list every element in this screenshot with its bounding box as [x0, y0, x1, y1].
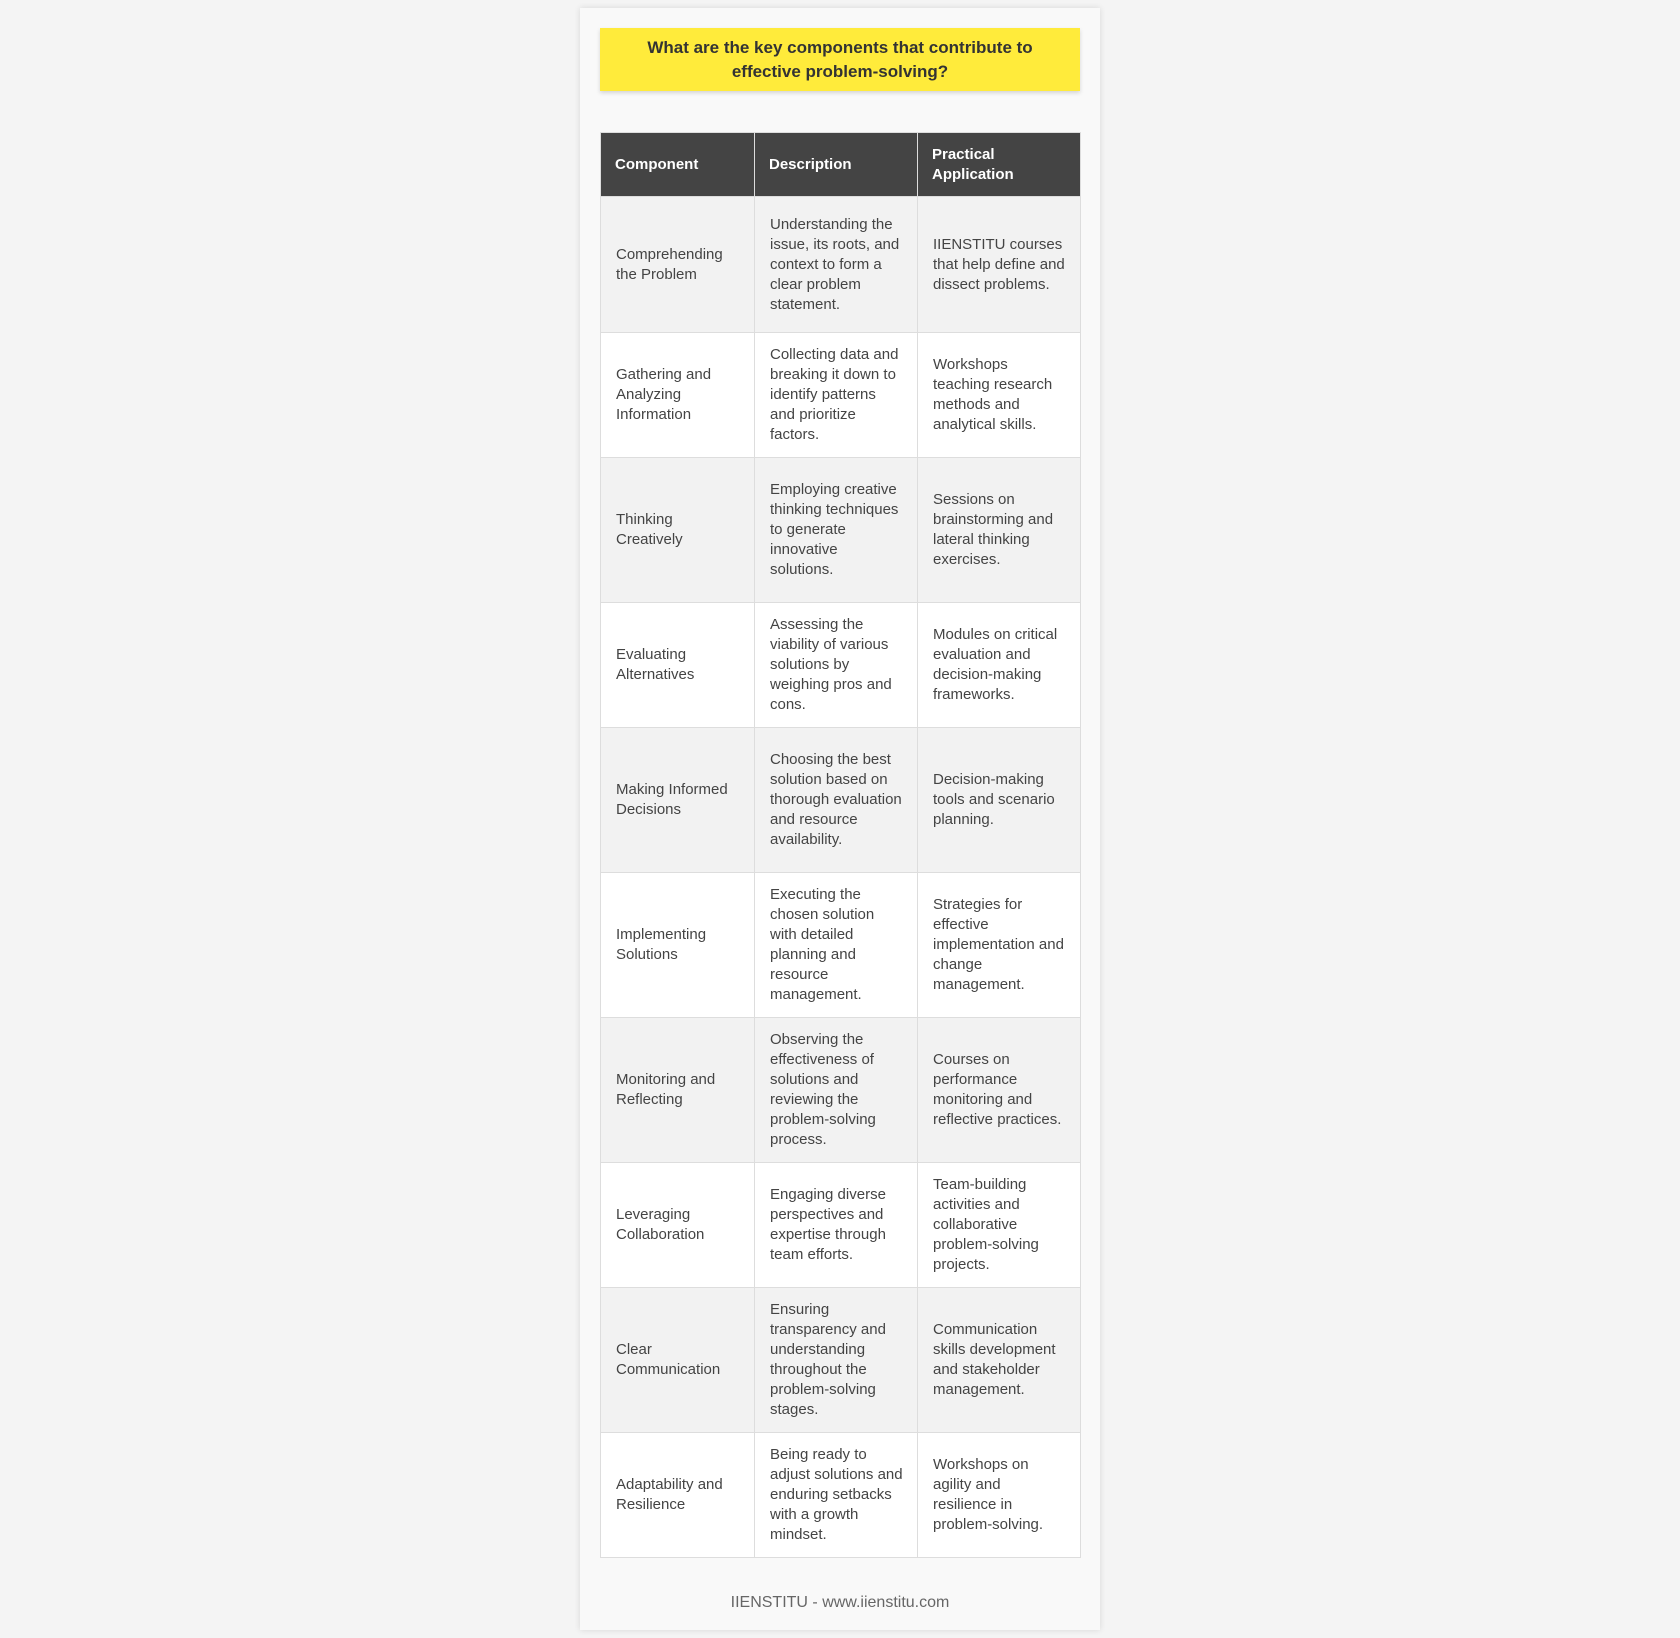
column-header-description: Description: [755, 133, 918, 197]
cell-description: Choosing the best solution based on thorough evaluation and resource availability.: [755, 728, 918, 873]
table-row: [601, 1288, 1081, 1433]
table-header-row: [601, 133, 1081, 197]
cell-component: Leveraging Collaboration: [601, 1163, 755, 1288]
footer-credit: IIENSTITU - www.iienstitu.com: [730, 1594, 950, 1611]
cell-practical-application: Modules on critical evaluation and decision-making frameworks.: [918, 603, 1081, 728]
cell-description: Ensuring transparency and understanding throughout the problem-solving stages.: [755, 1288, 918, 1433]
cell-practical-application: Team-building activities and collaborative problem-solving projects.: [918, 1163, 1081, 1288]
cell-practical-application: Workshops on agility and resilience in problem-solving.: [918, 1433, 1081, 1558]
table-row: [601, 333, 1081, 458]
page-title: What are the key components that contribute to effective problem-solving?: [647, 37, 1033, 81]
table-row: [601, 1433, 1081, 1558]
table-row: [601, 873, 1081, 1018]
cell-description: Assessing the viability of various solutions by weighing pros and cons.: [755, 603, 918, 728]
table-row: [601, 458, 1081, 603]
title-banner: [600, 28, 1080, 91]
cell-component: Making Informed Decisions: [601, 728, 755, 873]
cell-practical-application: Strategies for effective implementation and change management.: [918, 873, 1081, 1018]
column-header-component: Component: [601, 133, 755, 197]
cell-description: Observing the effectiveness of solutions and reviewing the problem-solving process.: [755, 1018, 918, 1163]
cell-description: Engaging diverse perspectives and expertise through team efforts.: [755, 1163, 918, 1288]
table-row: [601, 603, 1081, 728]
cell-description: Executing the chosen solution with detailed planning and resource management.: [755, 873, 918, 1018]
cell-component: Monitoring and Reflecting: [601, 1018, 755, 1163]
table-row: [601, 728, 1081, 873]
cell-practical-application: IIENSTITU courses that help define and dissect problems.: [918, 197, 1081, 333]
cell-component: Thinking Creatively: [601, 458, 755, 603]
column-header-practical-application: Practical Application: [918, 133, 1081, 197]
cell-component: Comprehending the Problem: [601, 197, 755, 333]
cell-practical-application: Decision-making tools and scenario planning.: [918, 728, 1081, 873]
content-card: [580, 8, 1100, 1630]
table-row: [601, 1163, 1081, 1288]
cell-component: Implementing Solutions: [601, 873, 755, 1018]
table-row: [601, 197, 1081, 333]
table-row: [601, 1018, 1081, 1163]
cell-component: Clear Communication: [601, 1288, 755, 1433]
cell-description: Collecting data and breaking it down to identify patterns and prioritize factors.: [755, 333, 918, 458]
components-table: [600, 132, 1081, 1558]
cell-component: Adaptability and Resilience: [601, 1433, 755, 1558]
cell-description: Employing creative thinking techniques to generate innovative solutions.: [755, 458, 918, 603]
cell-description: Understanding the issue, its roots, and context to form a clear problem statement.: [755, 197, 918, 333]
cell-component: Evaluating Alternatives: [601, 603, 755, 728]
cell-practical-application: Sessions on brainstorming and lateral thinking exercises.: [918, 458, 1081, 603]
cell-description: Being ready to adjust solutions and enduring setbacks with a growth mindset.: [755, 1433, 918, 1558]
cell-component: Gathering and Analyzing Information: [601, 333, 755, 458]
cell-practical-application: Communication skills development and stakeholder management.: [918, 1288, 1081, 1433]
cell-practical-application: Workshops teaching research methods and analytical skills.: [918, 333, 1081, 458]
cell-practical-application: Courses on performance monitoring and reflective practices.: [918, 1018, 1081, 1163]
